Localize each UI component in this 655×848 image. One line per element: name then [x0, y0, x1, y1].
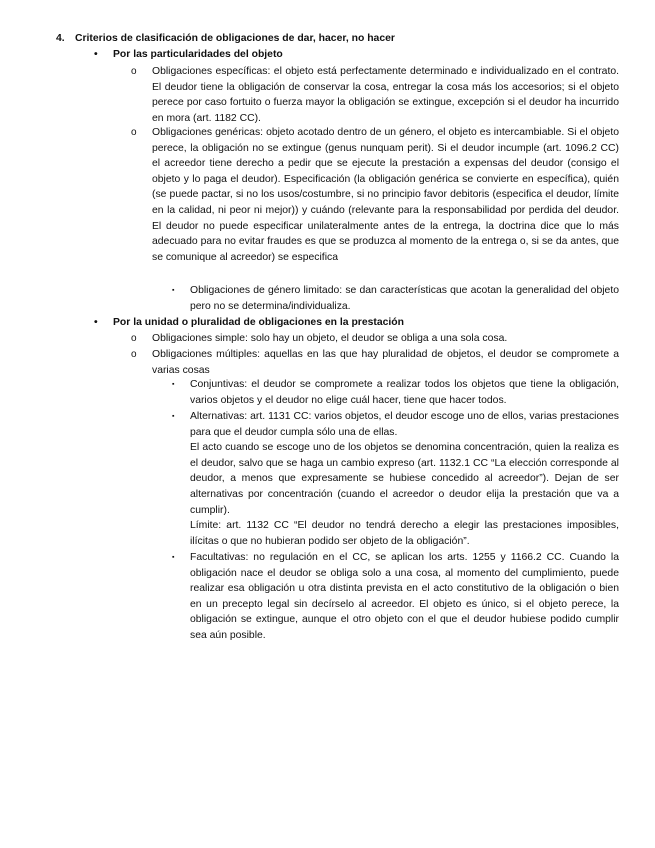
section-heading — [56, 31, 395, 47]
section-number: 4. — [56, 33, 65, 44]
circle-marker: o — [131, 66, 137, 77]
sub-item-paragraph: El acto cuando se escoge uno de los objetos se denomina concentración, quien la realiza es el deudor, salvo que se haga un cambio expreso (art. 1132.1 CC “La elección corresponde al deudor, a menos que expresamente se hubiese concedido al acreedor”). Dejan de ser alternativas por concentración (cuando el acreedor o deudor elija la prestación que va a cumplir). — [190, 442, 619, 516]
group-title: Por las particularidades del objeto — [113, 49, 283, 60]
section-title: Criterios de clasificación de obligaciones de dar, hacer, no hacer — [75, 33, 395, 44]
sub-list-item — [172, 283, 619, 314]
sub-item-paragraph: Límite: art. 1132 CC “El deudor no tendrá derecho a elegir las prestaciones imposibles, ilícitas o que no hubieran podido ser objeto de la obligación”. — [190, 520, 619, 547]
list-item — [131, 64, 619, 126]
list-item — [131, 125, 619, 265]
circle-marker: o — [131, 127, 137, 138]
group-title: Por la unidad o pluralidad de obligaciones en la prestación — [113, 317, 404, 328]
square-marker: ▪ — [172, 413, 175, 420]
item-text: Obligaciones genéricas: objeto acotado dentro de un género, el objeto es intercambiable. Si el objeto perece, la obligación no se extingue (genus nunquam perit). Si el deudor incumple (art. 1096.2 CC) el acreedor tiene derecho a pedir que se ejecute la prestación a expensas del deudor (consigo el objeto y lo paga el deudor). Especificación (la obligación genérica se convierte en específica), quién (se puede pactar, si no los usos/costumbre, si no principio favor debitoris (especifica el deudor, límite en la calidad, ni peor ni mejor)) y cuándo (relevante para la responsabilidad por perdida del deudor. El deudor no puede especificar unilateralmente antes de la entrega, la doctrina dice que lo más adecuado para no evitar fraudes es que se produzca al momento de la entrega o, si se da antes, que se comunique al acreedor) se especifica — [152, 127, 619, 263]
sub-list-item — [172, 377, 619, 408]
square-marker: ▪ — [172, 554, 175, 561]
circle-marker: o — [131, 349, 137, 360]
bullet-marker: • — [94, 49, 98, 60]
item-text: Obligaciones múltiples: aquellas en las que hay pluralidad de objetos, el deudor se compromete a varias cosas — [152, 349, 619, 376]
sub-item-text: Alternativas: art. 1131 CC: varios objetos, el deudor escoge uno de ellos, varias prestaciones para que el deudor cumpla sólo una de ellas. — [190, 411, 619, 438]
bullet-marker: • — [94, 317, 98, 328]
sub-item-text: Facultativas: no regulación en el CC, se aplican los arts. 1255 y 1166.2 CC. Cuando la obligación nace el deudor se obliga solo a una cosa, al momento del cumplimiento, puede realizar esa obligación u otra distinta prevista en el acto constitutivo de la obligación o bien en un precepto legal sin decírselo al acreedor. El objeto es único, si el objeto perece, la obligación se extingue, aunque el otro objeto con el que el deudor hubiese podido cumplir sea aún posible. — [190, 552, 619, 641]
group-heading — [94, 315, 404, 331]
circle-marker: o — [131, 333, 137, 344]
list-item — [131, 331, 619, 347]
list-item — [131, 347, 619, 378]
item-text: Obligaciones simple: solo hay un objeto, el deudor se obliga a una sola cosa. — [152, 333, 508, 344]
sub-list-item — [172, 550, 619, 644]
sub-item-text: Obligaciones de género limitado: se dan características que acotan la generalidad del objeto pero no se determina/individualiza. — [190, 285, 619, 312]
sub-list-item — [172, 409, 619, 549]
sub-item-text: Conjuntivas: el deudor se compromete a realizar todos los objetos que tiene la obligación, varios objetos y el deudor no elige cuál hacer, tiene que hacer todos. — [190, 379, 619, 406]
square-marker: ▪ — [172, 381, 175, 388]
square-marker: ▪ — [172, 287, 175, 294]
item-text: Obligaciones específicas: el objeto está perfectamente determinado e individualizado en el contrato. El deudor tiene la obligación de conservar la cosa, entregar la cosa más los accesorios; si el objeto perece por caso fortuito o fuerza mayor la obligación se extingue, excepción si el deudor ha incurrido en mora (art. 1182 CC). — [152, 66, 619, 124]
group-heading — [94, 47, 283, 63]
